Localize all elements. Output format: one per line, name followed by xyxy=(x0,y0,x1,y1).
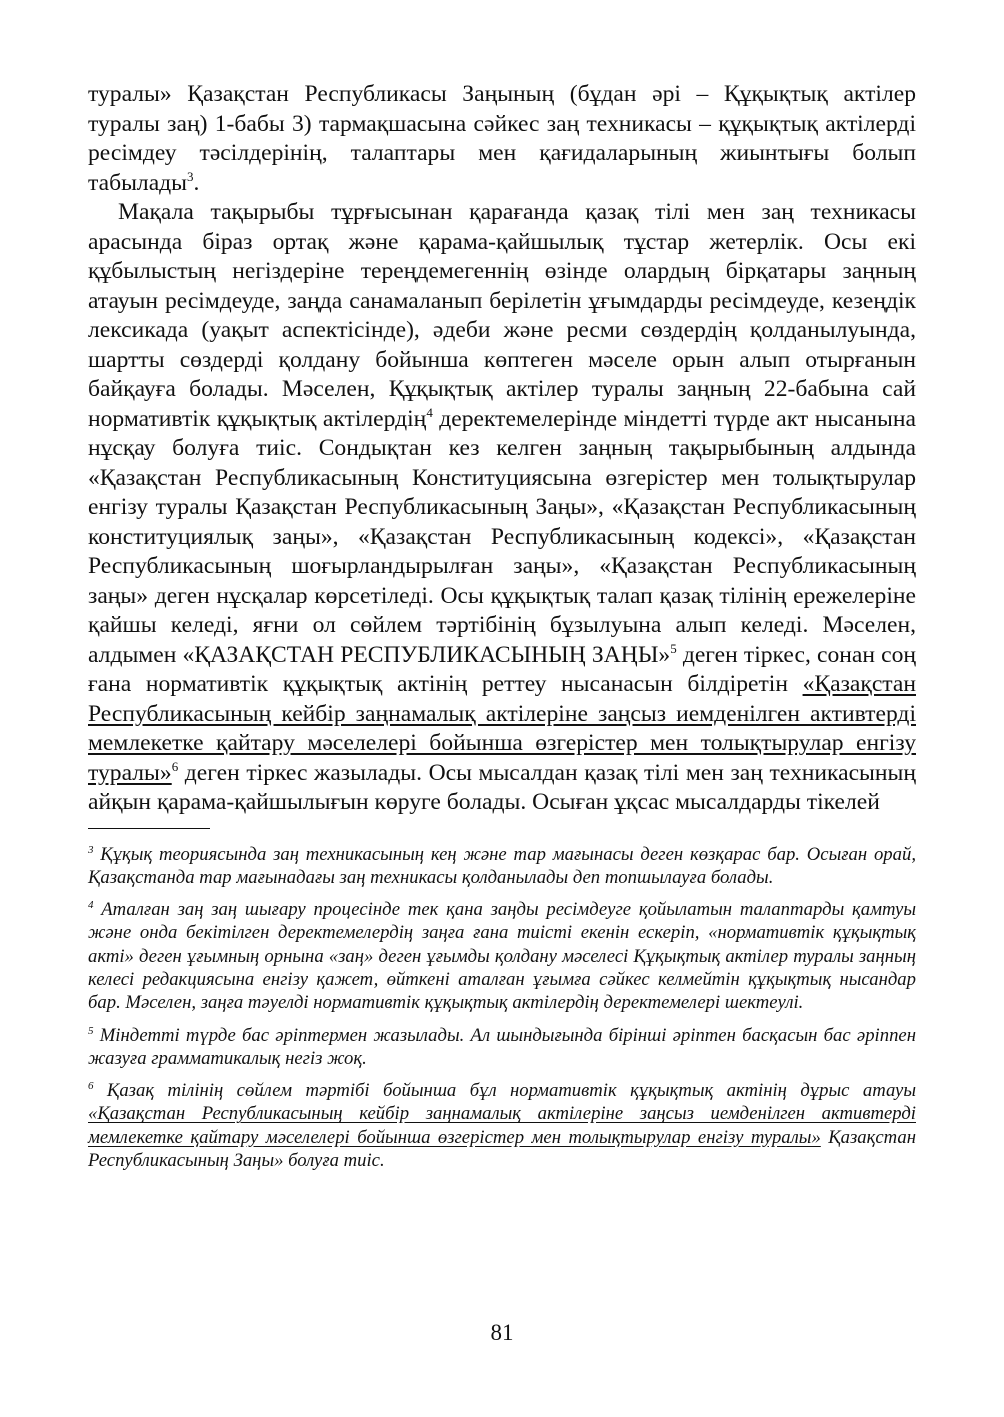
page-number: 81 xyxy=(490,1320,514,1345)
page-content xyxy=(88,80,916,1181)
paragraph-2: Мақала тақырыбы тұрғысынан қарағанда қазақ тілі мен заң техникасы арасында біраз ортақ және қарама-қайшылық тұстар жетерлік. Осы екі құбылыстың негіздеріне тереңдемегеннің өзінде олардың бірқатары заңның атауын ресімдеуде, заңда санамаланып берілетін ұғымдарды ресімдеуде, кезеңдік лексикада (уақыт аспектісінде), әдеби және ресми сөздердің қолданылуында, шартты сөздерді қолдану бойынша көптеген мәселе орын алып отырғанын байқауға болады. Мәселен, Құқықтық актілер туралы заңның 22-бабына сай нормативтік құқықтық актілердің$^4$ деректемелерінде міндетті түрде акт нысанына нұсқау болуға тиіс. Сондықтан кез келген заңның тақырыбының алдында «Қазақстан Республикасының Конституциясына өзгерістер мен толықтырулар енгізу туралы Қазақстан Республикасының Заңы», «Қазақстан Республикасының конституциялық заңы», «Қазақстан Республикасының кодексі», «Қазақстан Республикасының шоғырландырылған заңы», «Қазақстан Республикасының заңы» деген нұсқалар көрсетіледі. Осы құқықтық талап қазақ тілінің ережелеріне қайшы келеді, яғни ол сөйлем тәртібінің бұзылуына алып келеді. Мәселен, алдымен «ҚАЗАҚСТАН РЕСПУБЛИКАСЫНЫҢ ЗАҢЫ»$^5$ деген тіркес, сонан соң ғана нормативтік құқықтық актінің реттеу нысанасын білдіретін «Қазақстан Республикасының кейбір заңнамалық актілеріне заңсыз иемденілген активтерді мемлекетке қайтару мәселелері бойынша өзгерістер мен толықтырулар енгізу туралы»$^6$ деген тіркес жазылады. Осы мысалдан қазақ тілі мен заң техникасының айқын қарама-қайшылығын көруге болады. Осыған ұқсас мысалдарды тікелей xyxy=(88,199,916,815)
footnote-3: $^3$ Құқық теориясында заң техникасының кең және тар мағынасы деген көзқарас бар. Осыған орай, Қазақстанда тар мағынадағы заң техникасы қолданылады деп топшылауға болады. xyxy=(88,843,916,888)
footnote-6: $^6$ Қазақ тілінің сөйлем тәртібі бойынша бұл нормативтік құқықтық актінің дұрыс атауы «Қазақстан Республикасының кейбір заңнамалық актілеріне заңсыз иемденілген активтерді мемлекетке қайтару мәселелері бойынша өзгерістер мен толықтырулар енгізу туралы» Қазақстан Республикасының Заңы» болуға тиіс. xyxy=(88,1079,917,1172)
footnotes xyxy=(88,843,916,1173)
paragraph-1: туралы» Қазақстан Республикасы Заңының (бұдан әрі – Құқықтық актілер туралы заң) 1-бабы 3) тармақшасына сәйкес заң техникасы – құқықтық актілерді ресімдеу тәсілдерінің, талаптары мен қағидаларының жиынтығы болып табылады$^3$. xyxy=(88,81,916,196)
footnote-underlined-title: «Қазақстан Республикасының кейбір заңнамалық актілеріне заңсыз иемденілген активтерді мемлекетке қайтару мәселелері бойынша өзгерістер мен толықтырулар енгізу туралы» xyxy=(88,1103,916,1148)
footnote-ref-3[interactable]: 3 xyxy=(187,168,194,184)
underlined-law-title: «Қазақстан Республикасының кейбір заңнамалық актілеріне заңсыз иемденілген активтерді мемлекетке қайтару мәселелері бойынша өзгерістер мен толықтырулар енгізу туралы» xyxy=(88,671,916,786)
footnote-5: $^5$ Міндетті түрде бас әріптермен жазылады. Ал шындығында бірінші әріптен басқасын бас әріппен жазуға грамматикалық негіз жоқ. xyxy=(88,1024,916,1069)
footnote-4: $^4$ Аталған заң заң шығару процесінде тек қана заңды ресімдеуге қойылатын талаптарды қамтуы және онда бекітілген деректемелердің заңға ғана тиісті екенін ескеріп, «нормативтік құқықтық акті» деген ұғымның орнына «заң» деген ұғымды қолдану мәселесі Құқықтық актілер туралы заңның келесі редакциясына енгізу қажет, өйткені аталған ұғымға сәйкес келмейтін құқықтық нысандар бар. Мәселен, заңға тәуелді нормативтік құқықтық актілердің деректемелері шектеулі. xyxy=(88,898,916,1014)
footnote-ref-6[interactable]: 6 xyxy=(171,758,179,774)
footnote-ref-4[interactable]: 4 xyxy=(426,404,433,420)
footnote-ref-5[interactable]: 5 xyxy=(670,640,677,656)
footnote-separator xyxy=(88,828,210,829)
main-text xyxy=(88,80,916,818)
